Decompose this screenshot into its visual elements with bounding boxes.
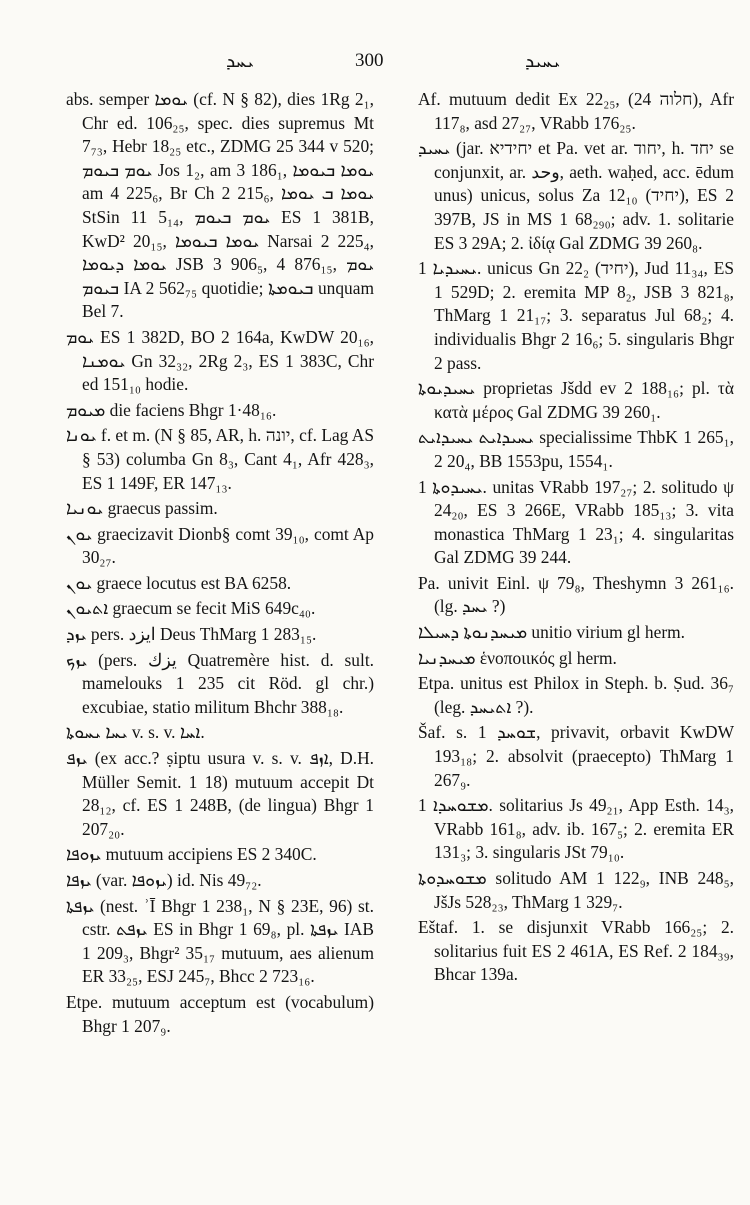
entry-yawm-hodie: ܝܘܡ ES 1 382D, BO 2 164a, KwDW 20₁₆, ܝܘܡܢܐ Gn 32₃₂, 2Rg 2₃, ES 1 383C, Chr ed 151₁₀ hodie. [66,326,374,395]
entry-aes-alienum: ܝܙܦܬܐ (nest. ʾĪ Bhgr 1 238₁, N § 23E, 96) st. cstr. ܝܙܦܬ ES in Bhgr 1 69₈, pl. ܝܙܦܬܐ IAB 1 209₃, Bhgr² 35₁₇ mutuum, aes alienum ER 33₂₅, ESJ 245₇, Bhcc 2 723₁₆. [66,895,374,987]
entry-pa-univit: Pa. univit Einl. ψ 79₈, Theshymn 3 261₁₆. (lg. ܝܚܕ ?) [418,572,734,617]
entry-yawma: abs. semper ܝܘܡܐ (cf. N § 82), dies 1Rg 2₁, Chr ed. 106₂₅, spec. dies supremus Mt 7₇₃, Hebr 18₂₅ etc., ZDMG 25 344 v 520; ܝܘܡ ܒܝܘܡ Jos 1₂, am 3 186₁, ܝܘܡܐ ܒܝܘܡܐ am 4 225₆, Br Ch 2 215₆, ܝܘܡܐ ܒ ܝܘܡܐ StSin 11 5₁₄, ܝܘܡ ܒܝܘܡ ES 1 381B, KwD² 20₁₅, ܝܘܡܐ ܒܝܘܡܐ Narsai 2 225₄, ܝܘܡܐ ܕܝܘܡܐ JSB 3 906₅, 4 876₁₅, ܝܘܡ ܒܝܘܡ IA 2 562₇₅ quotidie; ܒܝܘܡܬܐ unquam Bel 7. [66,89,375,322]
entry-etpa: Etpa. unitus est Philox in Steph. b. Ṣud. 36₇ (leg. ܐܬܝܚܕ ?). [418,673,734,717]
entry-cross-reference: ܝܚܐ ܝܚܘܬܐ v. s. v. ܐܚܐ. [66,722,205,743]
entry-unicus-eremita: ܝܚܝܕܝܐ 1. unicus Gn 22₂ (יחיד), Jud 11₃₄, ES 1 529D; 2. eremita MP 8₂, JSB 3 821₈, ThMarg 1 21₁₇; 3. separatus Jul 68₂; 4. individualis Bhgr 2 16₆; 5. singularis Bhgr 2 pass. [418,258,734,373]
entry-unicus-solus: ܝܚܝܕ (jar. יחידיא et Pa. vet ar. יחוד, h. יחד se conjunxit, ar. وحد, aeth. waḥed, acc. ēdum unus) unicus, solus Za 12₁₀ (יחיד), ES 2 397B, JS in MS 1 68₂₉₀; adv. 1. solitarie ES 3 29A; 2. ἰδίᾳ Gal ZDMG 39 260₈. [418,138,735,253]
page-header [0,50,750,78]
entry-specialissime: ܝܚܝܕܐܝܬ ܝܚܝܕܐܝܬ specialissime ThbK 1 265₁, 2 20₄, BB 1553pu, 1554₁. [418,427,734,471]
entry-af-mutuum-dedit: Af. mutuum dedit Ex 22₂₅, (24 חלוה), Afr 117₈, asd 27₂₇, VRabb 176₂₅. [418,89,734,133]
header-left-catchword: ܝܚܕ [226,50,254,72]
entry-graecizavit: ܝܘܢ graecizavit Dionb§ comt 39₁₀, comt Ap 30₂₇. [66,523,374,568]
entry-unitas: ܝܚܝܕܘܬܐ 1. unitas VRabb 197₂₇; 2. solitudo ψ 24₂₀, ES 3 266E, VRabb 185₁₃; 3. vita monastica ThMarg 1 23₁; 4. singularitas Gal ZDMG 39 244. [418,476,734,568]
entry-solitudo: ܡܫܘܚܕܘܬܐ solitudo AM 1 122₉, INB 248₅, JšJs 528₂₃, ThMarg 1 329₇. [418,868,734,912]
page-number: 300 [355,50,384,71]
entry-mutuum-accipiens: ܝܙܘܦܐ mutuum accipiens ES 2 340C. [66,844,317,865]
entry-mutuum-accepit: ܝܙܦ (ex acc.? ṣiptu usura v. s. v. ܐܙܦ, D.H. Müller Semit. 1 18) mutuum accepit Dt 28₁₂, cf. ES 1 248B, (de lingua) Bhgr 1 207₂₀. [66,748,374,839]
entry-graecum-se-fecit: ܐܬܝܘܢ graecum se fecit MiS 649c₄₀. [66,598,316,619]
entry-columba: ܝܘܢܐ f. et m. (N § 85, AR, h. יונה, cf. Lag AS § 53) columba Gn 8₃, Cant 4₁, Afr 428₃, ES 1 149F, ER 147₁₃. [66,425,374,493]
left-column [66,88,374,1040]
right-column [418,88,734,989]
entry-die-faciens: ܡܝܘܡ die faciens Bhgr 1·48₁₆. [66,399,277,420]
entry-enopoiikos: ܡܝܚܕܢܝܐ ἑνοποιικός gl herm. [418,647,617,668]
entry-proprietas: ܝܚܝܕܝܘܬܐ proprietas Jšdd ev 2 188₁₆; pl. τὰ κατὰ μέρος Gal ZDMG 39 260₁. [418,378,734,422]
entry-graecus: ܝܘܢܝܐ graecus passim. [66,498,218,519]
entry-etpe: Etpe. mutuum acceptum est (vocabulum) Bhgr 1 207₉. [66,991,374,1036]
entry-solitarius: ܡܫܘܚܕܐ 1. solitarius Js 49₂₁, App Esth. 14₃, VRabb 161₈, adv. ib. 167₅; 2. eremita ER 131₃; 3. singularis JSt 79₁₀. [418,795,734,863]
entry-graece-locutus: ܝܘܢ graece locutus est BA 6258. [66,572,292,593]
entry-estaf: Eštaf. 1. se disjunxit VRabb 166₂₅; 2. solitarius fuit ES 2 461A, ES Ref. 2 184₃₉, Bhcar 139a. [418,917,734,985]
header-right-catchword: ܝܚܝܕ [525,50,561,72]
entry-deus: ܝܙܕ pers. ايزد Deus ThMarg 1 283₁₅. [66,624,317,645]
entry-unitio-virium: ܡܝܚܕܢܘܬܐ ܕܚܝܠܐ unitio virium gl herm. [418,622,686,643]
entry-excubiae: ܝܙܟ (pers. يزك Quatremère hist. d. sult. mamelouks 1 235 cit Röd. gl chr.) excubiae, statio militum Bhchr 388₁₈. [66,649,375,717]
entry-id-nis: ܝܙܦܐ (var. ܝܙܘܦܐ) id. Nis 49₇₂. [66,870,262,890]
entry-saf: Šaf. s. ܫܘܚܕ 1, privavit, orbavit KwDW 193₁₈; 2. absolvit (praecepto) ThMarg 1 267₉. [418,722,734,790]
